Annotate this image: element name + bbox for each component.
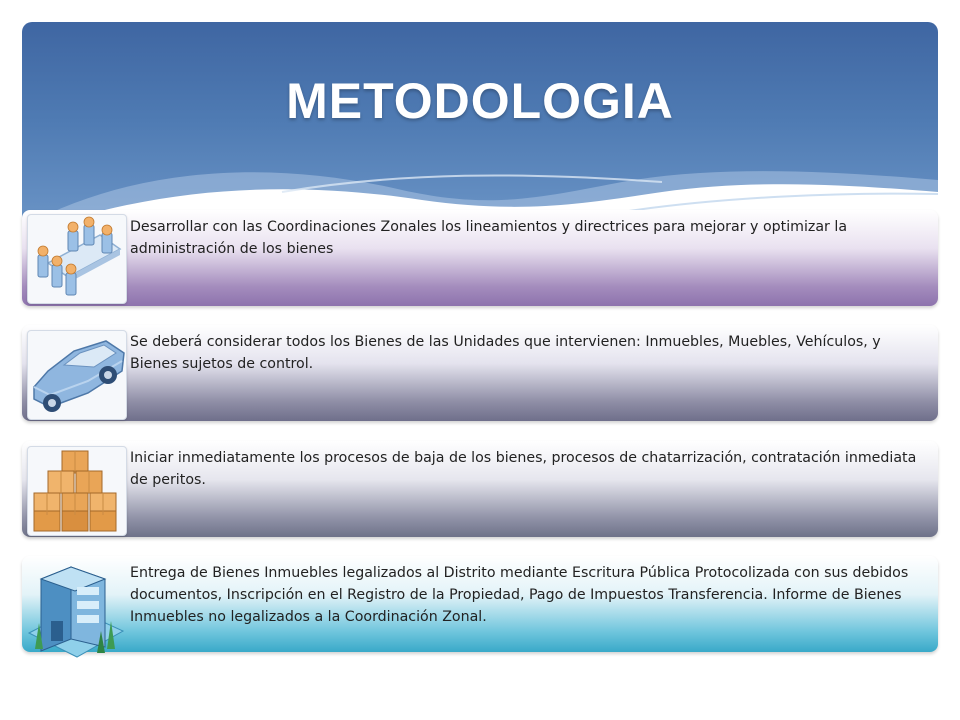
list-item <box>22 441 938 537</box>
people-meeting-icon <box>27 214 127 304</box>
list-item-text: Entrega de Bienes Inmuebles legalizados al Distrito mediante Escritura Pública Protocolizada con sus debidos documentos, Inscripción en el Registro de la Propiedad, Pago de Impuestos Transferencia. Informe de Bienes Inmuebles no legalizados a la Coordinación Zonal. <box>130 565 909 625</box>
boxes-stack-icon <box>27 446 127 536</box>
list-item-text: Se deberá considerar todos los Bienes de las Unidades que intervienen: Inmuebles, Muebles, Vehículos, y Bienes sujetos de control. <box>130 334 881 372</box>
car-icon <box>27 330 127 420</box>
header-swoosh <box>22 22 938 242</box>
office-building-icon <box>27 561 125 649</box>
list-item-text: Iniciar inmediatamente los procesos de baja de los bienes, procesos de chatarrización, contratación inmediata de peritos. <box>130 450 917 488</box>
header-band <box>22 22 938 242</box>
list-item-text: Desarrollar con las Coordinaciones Zonales los lineamientos y directrices para mejorar y optimizar la administración de los bienes <box>130 219 848 257</box>
list-item <box>22 325 938 421</box>
list-item <box>22 210 938 306</box>
list-item <box>22 556 938 652</box>
slide-title: METODOLOGIA <box>286 73 674 129</box>
